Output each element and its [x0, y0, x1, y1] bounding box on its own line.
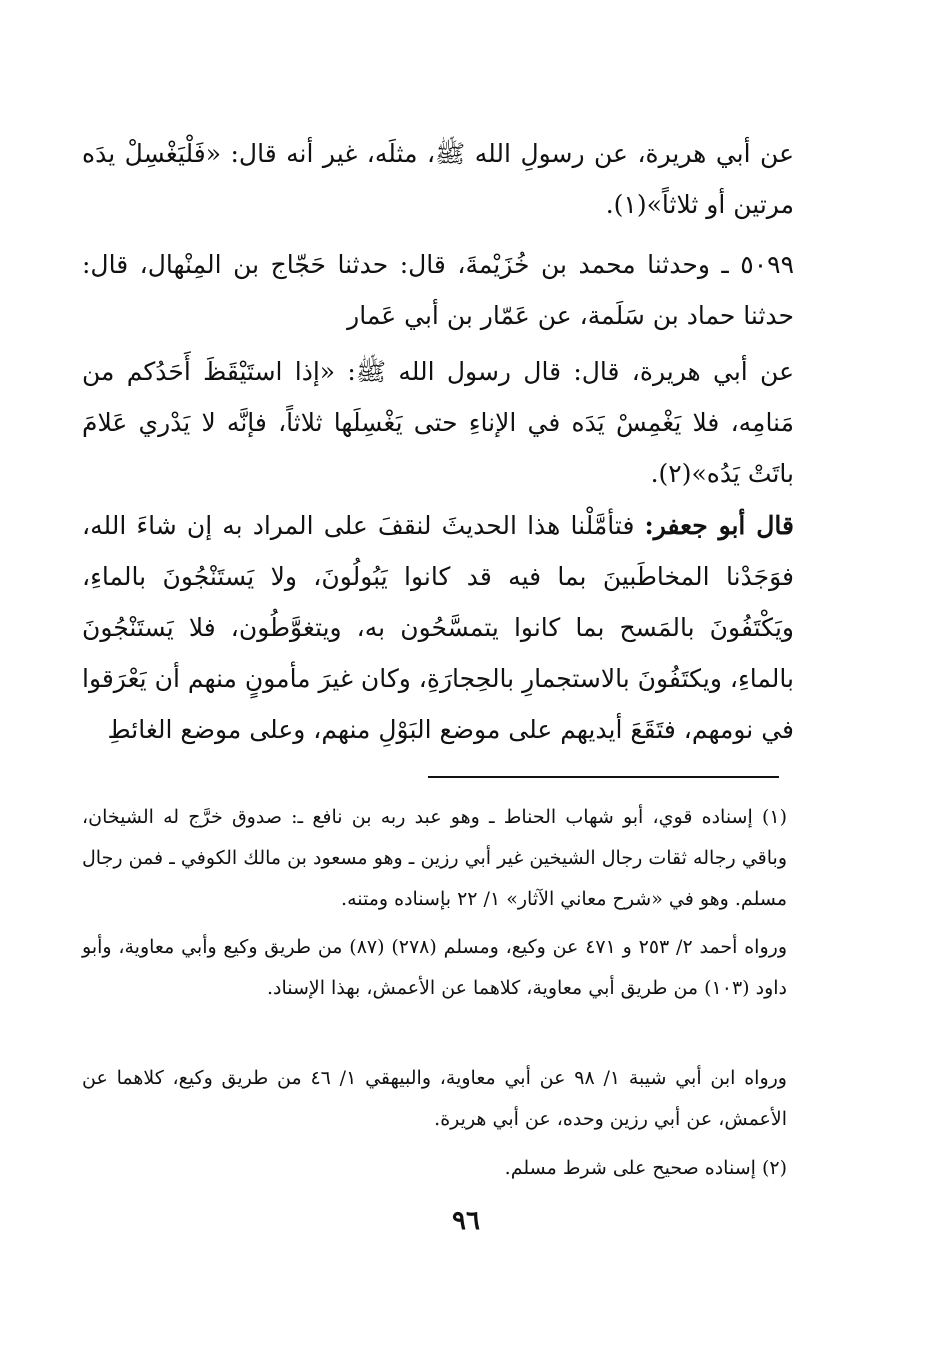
paragraph-commentary	[82, 500, 794, 755]
footnote-1-part-1	[82, 797, 787, 920]
paragraph-hadith-2	[82, 346, 794, 499]
page-number: ٩٦	[452, 1206, 480, 1236]
paragraph-text: فتأمَّلْنا هذا الحديثَ لنقفَ على المراد به إن شاءَ الله، فوَجَدْنا المخاطَبينَ بما فيه قد كانوا يَبُولُونَ، ولا يَستَنْجُونَ بالماءِ، ويَكْتَفُونَ بالمَسح بما كانوا يتمسَّحُون به، ويتغوَّطُون، فلا يَستَنْجُونَ بالماءِ، ويكتَفُونَ بالاستجمارِ بالحِجارَةِ، وكان غيرَ مأمونٍ منهم أن يَعْرَقوا في نومهم، فتَقَعَ أيديهم على موضع البَوْلِ منهم، وعلى موضع الغائطِ	[82, 511, 794, 744]
footnote-text: (٢) إسناده صحيح على شرط مسلم.	[504, 1157, 787, 1179]
footnote-text: ورواه ابن أبي شيبة ١/ ٩٨ عن أبي معاوية، والبيهقي ١/ ٤٦ من طريق وكيع، كلاهما عن الأعمش، عن أبي رزين وحده، عن أبي هريرة.	[82, 1067, 787, 1130]
footnote-divider	[428, 776, 779, 778]
paragraph-text: ٥٠٩٩ ـ وحدثنا محمد بن خُزَيْمةَ، قال: حدثنا حَجّاج بن المِنْهال، قال: حدثنا حماد بن سَلَمة، عن عَمّار بن أبي عَمار	[82, 250, 794, 330]
footnote-2	[82, 1148, 787, 1189]
footnote-text: ورواه أحمد ٢/ ٢٥٣ و ٤٧١ عن وكيع، ومسلم (٢٧٨) (٨٧) من طريق وكيع وأبي معاوية، وأبو داود (١٠٣) من طريق أبي معاوية، كلاهما عن الأعمش، بهذا الإسناد.	[82, 936, 787, 999]
paragraph-text: عن أبي هريرة، عن رسولِ الله ﷺ، مثلَه، غير أنه قال: «فَلْيَغْسِلْ يدَه مرتين أو ثلاثاً»(١).	[82, 139, 794, 219]
paragraph-hadith-1	[82, 128, 794, 230]
footnote-text: (١) إسناده قوي، أبو شهاب الحناط ـ وهو عبد ربه بن نافع ـ: صدوق خرَّج له الشيخان، وباقي رجاله ثقات رجال الشيخين غير أبي رزين ـ وهو مسعود بن مالك الكوفي ـ فمن رجال مسلم. وهو في «شرح معاني الآثار» ١/ ٢٢ بإسناده ومتنه.	[82, 806, 787, 910]
paragraph-text: عن أبي هريرة، قال: قال رسول الله ﷺ: «إذا استَيْقَظَ أَحَدُكم من مَنامِه، فلا يَغْمِسْ يَدَه في الإناءِ حتى يَغْسِلَها ثلاثاً، فإنَّه لا يَدْري عَلامَ باتَتْ يَدُه»(٢).	[82, 357, 794, 488]
paragraph-isnad-5099	[82, 239, 794, 341]
footnote-1-part-3	[82, 1058, 787, 1140]
paragraph-lead: قال أبو جعفر:	[644, 511, 794, 540]
footnote-1-part-2	[82, 927, 787, 1009]
